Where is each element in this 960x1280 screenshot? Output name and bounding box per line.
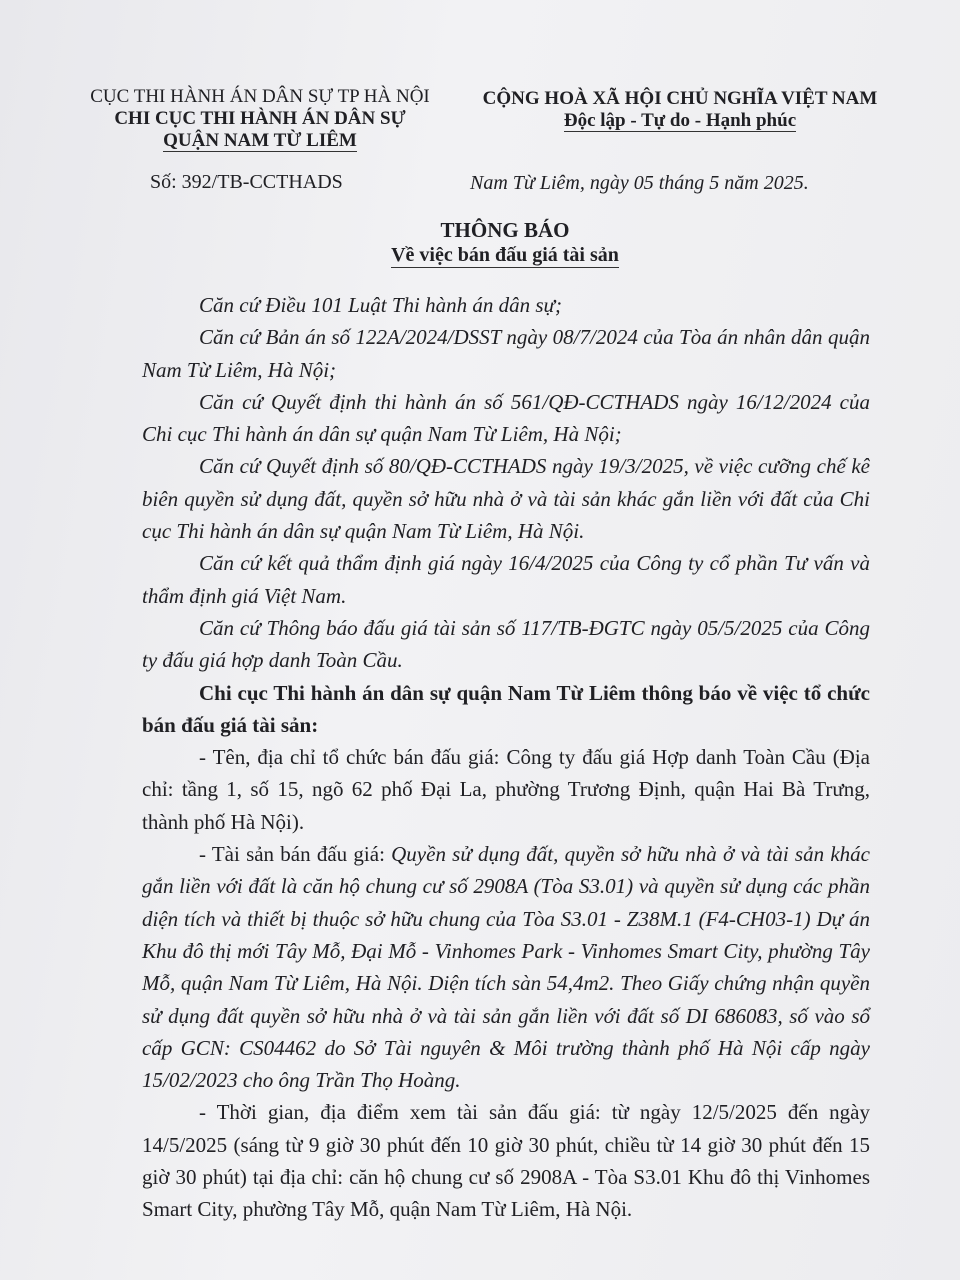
- legal-basis-2: Căn cứ Bản án số 122A/2024/DSST ngày 08/7/2024 của Tòa án nhân dân quận Nam Từ Liêm, Hà Nội;: [142, 325, 870, 382]
- viewing-time-item: - Thời gian, địa điểm xem tài sản đấu giá: từ ngày 12/5/2025 đến ngày 14/5/2025 (sáng từ 9 giờ 30 phút đến 10 giờ 30 phút, chiều từ 14 giờ 30 phút đến 15 giờ 30 phút) tại địa chỉ: căn hộ chung cư số 2908A - Tòa S3.01 Khu đô thị Vinhomes Smart City, phường Tây Mỗ, quận Nam Từ Liêm, Hà Nội.: [142, 1100, 870, 1222]
- legal-basis-6: Căn cứ Thông báo đấu giá tài sản số 117/TB-ĐGTC ngày 05/5/2025 của Công ty đấu giá hợp danh Toàn Cầu.: [142, 615, 870, 673]
- legal-basis-1: Căn cứ Điều 101 Luật Thi hành án dân sự;: [199, 293, 562, 317]
- announcement-intro: Chi cục Thi hành án dân sự quận Nam Từ Liêm thông báo về việc tổ chức bán đấu giá tài sản:: [142, 680, 870, 737]
- auction-asset-item: [142, 838, 870, 1096]
- issuing-agency-header: [85, 86, 435, 152]
- subtitle-text: Về việc bán đấu giá tài sản: [391, 244, 619, 266]
- organizer-label: - Tên, địa chỉ tổ chức bán đấu giá:: [199, 745, 507, 770]
- document-subtitle: [0, 244, 960, 267]
- national-motto-header: [470, 88, 890, 132]
- document-body: [142, 289, 870, 1226]
- auction-organizer-item: [142, 741, 870, 838]
- legal-basis-3: Căn cứ Quyết định thi hành án số 561/QĐ-CCTHADS ngày 16/12/2024 của Chi cục Thi hành án dân sự quận Nam Từ Liêm, Hà Nội;: [142, 389, 870, 447]
- place-date: Nam Từ Liêm, ngày 05 tháng 5 năm 2025.: [470, 172, 809, 194]
- legal-basis-4: Căn cứ Quyết định số 80/QĐ-CCTHADS ngày 19/3/2025, về việc cưỡng chế kê biên quyền sử dụng đất, quyền sở hữu nhà ở và tài sản khác gắn liền với đất của Chi cục Thi hành án dân sự quận Nam Từ Liêm, Hà Nội.: [142, 454, 870, 544]
- document-number: Số: 392/TB-CCTHADS: [150, 171, 343, 193]
- country-name: CỘNG HOÀ XÃ HỘI CHỦ NGHĨA VIỆT NAM: [482, 88, 878, 109]
- asset-label: - Tài sản bán đấu giá:: [199, 842, 392, 867]
- legal-basis-5: Căn cứ kết quả thẩm định giá ngày 16/4/2025 của Công ty cổ phần Tư vấn và thẩm định giá Việt Nam.: [142, 551, 870, 608]
- document-title: THÔNG BÁO: [440, 218, 570, 242]
- motto: Độc lập - Tự do - Hạnh phúc: [563, 110, 797, 131]
- asset-text: Quyền sử dụng đất, quyền sở hữu nhà ở và tài sản khác gắn liền với đất là căn hộ chung cư số 2908A (Tòa S3.01) và quyền sử dụng các phần diện tích và thiết bị thuộc sở hữu chung của Tòa S3.01 - Z38M.1 (F4-CH03-1) Dự án Khu đô thị mới Tây Mỗ, Đại Mỗ - Vinhomes Park - Vinhomes Smart City, phường Tây Mỗ, quận Nam Từ Liêm, Hà Nội. Diện tích sàn 54,4m2. Theo Giấy chứng nhận quyền sử dụng đất quyền sở hữu nhà ở và tài sản gắn liền với đất số DI 686083, số vào sổ cấp GCN: CS04462 do Sở Tài nguyên & Môi trường thành phố Hà Nội cấp ngày 15/02/2023 cho ông Trần Thọ Hoàng.: [142, 842, 870, 1093]
- organizer-text: Công ty đấu giá Hợp danh Toàn Cầu (Địa chỉ: tầng 1, số 15, ngõ 62 phố Đại La, phường Trương Định, quận Hai Bà Trưng, thành phố Hà Nội).: [142, 745, 871, 834]
- agency-parent: CỤC THI HÀNH ÁN DÂN SỰ TP HÀ NỘI: [90, 86, 430, 107]
- agency-district: QUẬN NAM TỪ LIÊM: [163, 130, 357, 151]
- agency-name: CHI CỤC THI HÀNH ÁN DÂN SỰ: [114, 108, 406, 129]
